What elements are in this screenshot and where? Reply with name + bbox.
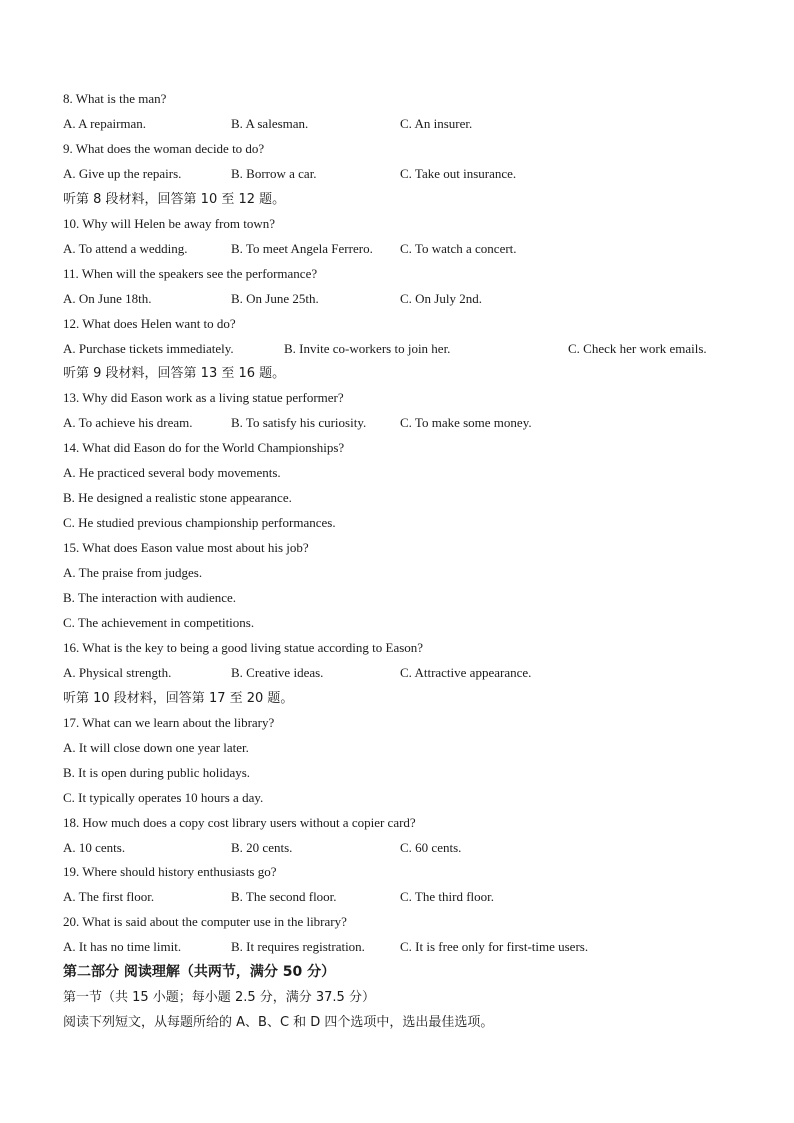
line-text: B. It is open during public holidays.: [63, 764, 251, 780]
line-text: B. He designed a realistic stone appearance.: [63, 490, 292, 506]
option-c: C. It is free only for first-time users.: [400, 939, 589, 955]
options-row: [63, 413, 743, 433]
option-b: B. 20 cents.: [231, 839, 293, 855]
question-line: [63, 513, 336, 533]
line-text: 听第 10 段材料，回答第 17 至 20 题。: [63, 690, 294, 706]
question-line: [63, 862, 277, 882]
option-a: A. To achieve his dream.: [63, 415, 193, 431]
options-row: [63, 164, 743, 184]
question-line: [63, 463, 281, 483]
option-c: C. The third floor.: [400, 889, 495, 905]
option-b: B. To satisfy his curiosity.: [231, 415, 367, 431]
question-line: [63, 488, 292, 508]
option-c: C. Take out insurance.: [400, 165, 517, 181]
section-instruction: [63, 688, 293, 708]
question-line: [63, 763, 250, 783]
option-c: C. Attractive appearance.: [400, 664, 532, 680]
option-c: C. On July 2nd.: [400, 290, 482, 306]
option-c: C. To make some money.: [400, 415, 532, 431]
option-a: A. Purchase tickets immediately.: [63, 340, 234, 356]
question-line: [63, 139, 264, 159]
line-text: 第二部分 阅读理解（共两节，满分 50 分）: [63, 964, 336, 981]
option-a: A. A repairman.: [63, 115, 147, 131]
question-line: [63, 588, 236, 608]
line-text: 12. What does Helen want to do?: [63, 315, 236, 331]
question-line: [63, 638, 423, 658]
question-line: [63, 788, 263, 808]
option-c: C. To watch a concert.: [400, 240, 517, 256]
line-text: 阅读下列短文，从每题所给的 A、B、C 和 D 四个选项中，选出最佳选项。: [63, 1015, 494, 1031]
option-b: B. Invite co-workers to join her.: [284, 340, 451, 356]
line-text: C. It typically operates 10 hours a day.: [63, 789, 264, 805]
line-text: 17. What can we learn about the library?: [63, 714, 275, 730]
line-text: 8. What is the man?: [63, 91, 167, 106]
question-line: [63, 264, 317, 284]
line-text: 13. Why did Eason work as a living statue performer?: [63, 390, 344, 406]
section-instruction: [63, 363, 285, 383]
option-a: A. To attend a wedding.: [63, 240, 188, 256]
options-row: [63, 114, 743, 134]
line-text: A. He practiced several body movements.: [63, 465, 281, 481]
part-heading: [63, 962, 335, 982]
question-line: [63, 563, 202, 583]
option-a: A. Give up the repairs.: [63, 165, 182, 181]
option-b: B. The second floor.: [231, 889, 337, 905]
question-line: [63, 912, 347, 932]
line-text: 11. When will the speakers see the performance?: [63, 265, 318, 281]
option-a: A. 10 cents.: [63, 839, 126, 855]
line-text: C. The achievement in competitions.: [63, 614, 255, 630]
option-a: A. On June 18th.: [63, 290, 152, 306]
option-b: B. On June 25th.: [231, 290, 319, 306]
option-a: A. The first floor.: [63, 889, 155, 905]
line-text: A. It will close down one year later.: [63, 739, 249, 755]
question-line: [63, 214, 275, 234]
option-c: C. An insurer.: [400, 115, 473, 131]
option-b: B. A salesman.: [231, 115, 309, 131]
option-c: C. 60 cents.: [400, 839, 462, 855]
section-instruction: [63, 189, 285, 209]
question-line: [63, 89, 166, 109]
line-text: B. The interaction with audience.: [63, 590, 237, 605]
question-line: [63, 438, 344, 458]
option-b: B. Creative ideas.: [231, 664, 324, 680]
line-text: 18. How much does a copy cost library users without a copier card?: [63, 814, 416, 830]
question-line: [63, 388, 344, 408]
options-row: [63, 937, 743, 957]
line-text: 19. Where should history enthusiasts go?: [63, 864, 277, 880]
question-line: [63, 738, 249, 758]
section-note: [63, 1012, 493, 1032]
line-text: 听第 9 段材料，回答第 13 至 16 题。: [63, 366, 286, 382]
line-text: 16. What is the key to being a good living statue according to Eason?: [63, 639, 424, 655]
option-b: B. It requires registration.: [231, 939, 365, 955]
section-note: [63, 987, 375, 1007]
question-line: [63, 813, 416, 833]
options-row: [63, 239, 743, 259]
question-line: [63, 538, 309, 558]
line-text: 9. What does the woman decide to do?: [63, 140, 265, 156]
line-text: 听第 8 段材料，回答第 10 至 12 题。: [63, 191, 286, 207]
options-row: [63, 887, 743, 907]
line-text: 15. What does Eason value most about his job?: [63, 540, 309, 556]
option-a: A. Physical strength.: [63, 664, 172, 680]
line-text: 14. What did Eason do for the World Championships?: [63, 440, 345, 456]
options-row: [63, 663, 743, 683]
question-line: [63, 713, 274, 733]
options-row: [63, 339, 743, 359]
line-text: C. He studied previous championship performances.: [63, 515, 336, 531]
line-text: 10. Why will Helen be away from town?: [63, 215, 276, 231]
line-text: 第一节（共 15 小题；每小题 2.5 分，满分 37.5 分）: [63, 990, 375, 1006]
options-row: [63, 289, 743, 309]
option-b: B. To meet Angela Ferrero.: [231, 240, 373, 256]
question-line: [63, 314, 236, 334]
option-a: A. It has no time limit.: [63, 939, 182, 955]
options-row: [63, 838, 743, 858]
option-b: B. Borrow a car.: [231, 165, 317, 181]
line-text: 20. What is said about the computer use in the library?: [63, 914, 347, 930]
option-c: C. Check her work emails.: [568, 340, 707, 356]
question-line: [63, 613, 254, 633]
line-text: A. The praise from judges.: [63, 565, 203, 581]
